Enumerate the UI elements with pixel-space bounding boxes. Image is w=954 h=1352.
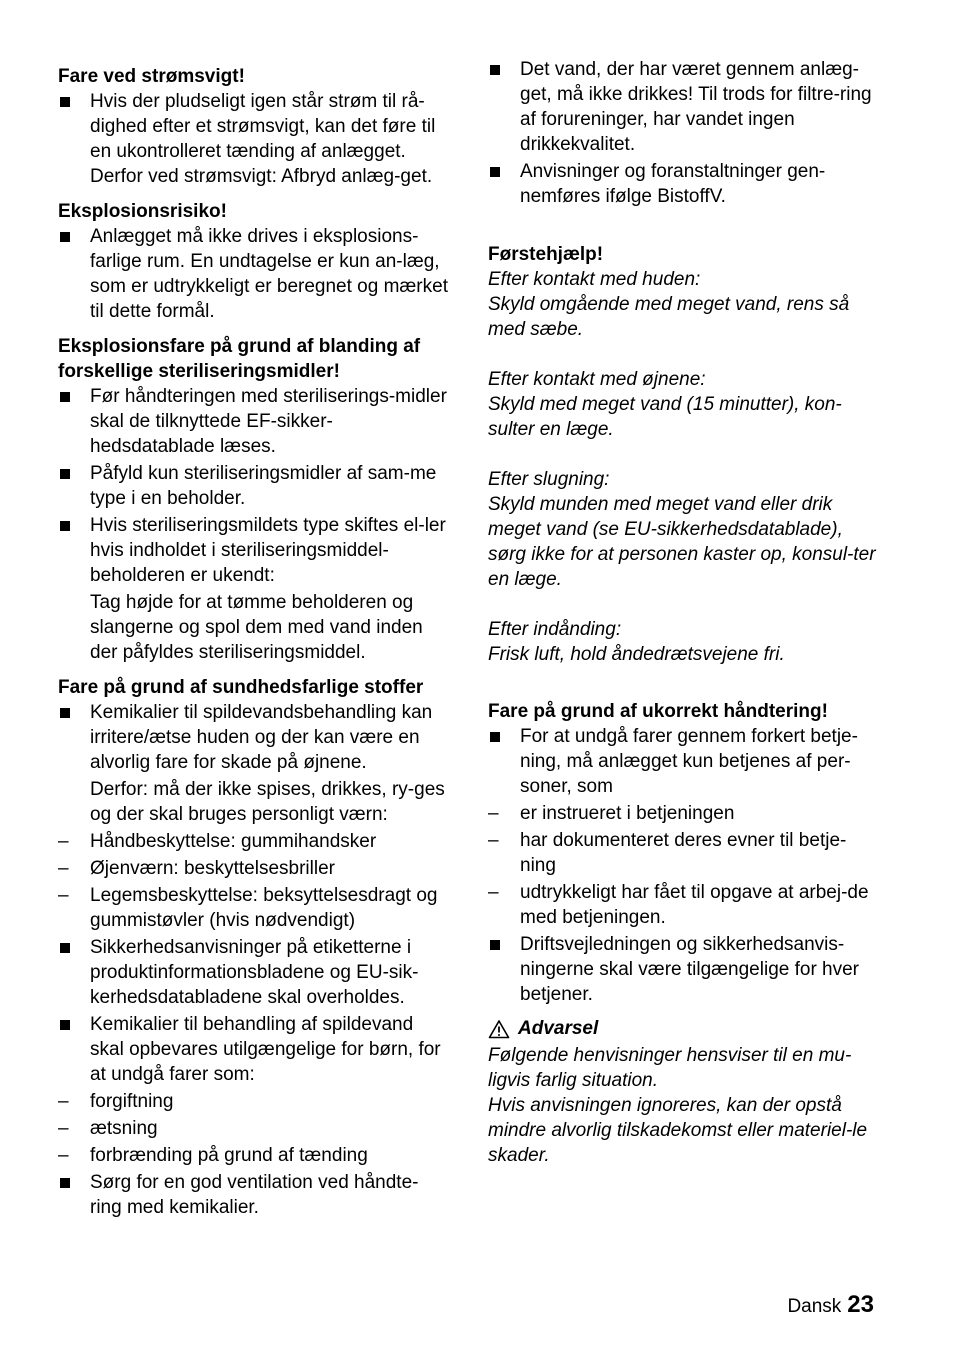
page-footer (787, 1290, 874, 1322)
bullet-item (488, 932, 880, 1007)
dash-text: har dokumenteret deres evner til betje-ning (520, 830, 847, 876)
bullet-item (58, 461, 450, 511)
bullet-text: Kemikalier til behandling af spildevand skal opbevares utilgængelige for børn, for at undgå farer som: (90, 1014, 441, 1085)
warning-text: Hvis anvisningen ignoreres, kan der opstå mindre alvorlig tilskadekomst eller materiel-le skader. (488, 1095, 868, 1166)
bullet-item (488, 57, 880, 157)
first-aid-eyes-text: Skyld med meget vand (15 minutter), kon-sulter en læge. (488, 394, 842, 440)
bullet-text: Det vand, der har været gennem anlæg-get, må ikke drikkes! Til trods for filtre-ring af forureninger, har vandet ingen drikkekvalitet. (520, 59, 872, 155)
warning-text: Følgende henvisninger hensviser til en mu-ligvis farlig situation. (488, 1045, 852, 1091)
heading-incorrect-handling: Fare på grund af ukorrekt håndtering! (488, 701, 828, 722)
dash-text: ætsning (90, 1118, 158, 1139)
bullet-text: Kemikalier til spildevandsbehandling kan irritere/ætse huden og der kan være en alvorlig fare for skade på øjnene. (90, 702, 433, 773)
bullet-text: Sørg for en god ventilation ved håndte-ring med kemikalier. (90, 1172, 419, 1218)
warning-triangle-icon (488, 1019, 510, 1039)
first-aid-swallow-text: Skyld munden med meget vand eller drik meget vand (se EU-sikkerhedsdatablade), sørg ikke for at personen kaster op, konsul-ter en læge. (488, 494, 876, 590)
dash-text: udtrykkeligt har fået til opgave at arbej-de med betjeningen. (520, 882, 869, 928)
dash-item (58, 883, 450, 933)
first-aid-inhale-text: Frisk luft, hold åndedrætsvejene fri. (488, 644, 785, 665)
bullet-item (488, 724, 880, 799)
footer-language: Dansk (787, 1296, 842, 1317)
dash-text: er instrueret i betjeningen (520, 803, 735, 824)
heading-power-failure: Fare ved strømsvigt! (58, 66, 245, 87)
first-aid-eyes-title: Efter kontakt med øjnene: (488, 369, 706, 390)
bullet-text: Hvis steriliseringsmildets type skiftes el-ler hvis indholdet i steriliseringsmiddel-beholderen er ukendt: (90, 515, 446, 586)
heading-hazardous-substances: Fare på grund af sundhedsfarlige stoffer (58, 677, 424, 698)
first-aid-swallow-title: Efter slugning: (488, 469, 610, 490)
bullet-text: For at undgå farer gennem forkert betje-ning, må anlægget kun betjenes af per-soner, som (520, 726, 858, 797)
bullet-continuation: Derfor: må der ikke spises, drikkes, ry-ges og der skal bruges personligt værn: (90, 779, 445, 825)
dash-item (58, 856, 450, 881)
dash-item (488, 828, 880, 878)
bullet-text: Anlægget må ikke drives i eksplosions-farlige rum. En undtagelse er kun an-læg, som er udtrykkeligt er beregnet og mærket til dette formål. (90, 226, 448, 322)
dash-item (58, 1089, 450, 1114)
first-aid-skin-text: Skyld omgående med meget vand, rens så med sæbe. (488, 294, 850, 340)
warning-label: Advarsel (518, 1018, 599, 1039)
bullet-text: Påfyld kun steriliseringsmidler af sam-me type i en beholder. (90, 463, 437, 509)
bullet-item (58, 224, 450, 324)
right-column (488, 57, 880, 1168)
bullet-item (58, 700, 450, 775)
bullet-item (58, 384, 450, 459)
dash-item (58, 829, 450, 854)
heading-first-aid: Førstehjælp! (488, 244, 604, 265)
bullet-text: Anvisninger og foranstaltninger gen-nemføres ifølge BistoffV. (520, 161, 826, 207)
first-aid-inhale-title: Efter indånding: (488, 619, 622, 640)
bullet-item (488, 159, 880, 209)
bullet-text: Driftsvejledningen og sikkerhedsanvis-ningerne skal være tilgængelige for hver betjener. (520, 934, 860, 1005)
dash-item (488, 880, 880, 930)
first-aid-skin-title: Efter kontakt med huden: (488, 269, 701, 290)
bullet-item (58, 1170, 450, 1220)
dash-text: forbrænding på grund af tænding (90, 1145, 368, 1166)
bullet-item (58, 513, 450, 588)
bullet-text: Før håndteringen med steriliserings-midler skal de tilknyttede EF-sikker-hedsdatablade læses. (90, 386, 447, 457)
page-number: 23 (847, 1291, 874, 1318)
heading-explosion-risk: Eksplosionsrisiko! (58, 201, 227, 222)
bullet-item (58, 935, 450, 1010)
dash-text: Øjenværn: beskyttelsesbriller (90, 858, 335, 879)
heading-sterilizer-mixing: Eksplosionsfare på grund af blanding af forskellige steriliseringsmidler! (58, 336, 421, 382)
bullet-item (58, 89, 450, 189)
left-column (58, 64, 450, 1220)
dash-text: forgiftning (90, 1091, 174, 1112)
bullet-text: Hvis der pludseligt igen står strøm til rå-dighed efter et strømsvigt, kan det føre til en ukontrolleret tænding af anlægget. Derfor ved strømsvigt: Afbryd anlæg-get. (90, 91, 436, 187)
bullet-continuation: Tag højde for at tømme beholderen og slangerne og spol dem med vand inden der påfyldes steriliseringsmiddel. (90, 592, 423, 663)
dash-text: Håndbeskyttelse: gummihandsker (90, 831, 377, 852)
warning-header (488, 1016, 880, 1041)
dash-item (488, 801, 880, 826)
dash-item (58, 1116, 450, 1141)
dash-text: Legemsbeskyttelse: beksyttelsesdragt og gummistøvler (hvis nødvendigt) (90, 885, 438, 931)
bullet-item (58, 1012, 450, 1087)
dash-item (58, 1143, 450, 1168)
bullet-text: Sikkerhedsanvisninger på etiketterne i produktinformationsbladene og EU-sik-kerhedsdatabladene skal overholdes. (90, 937, 419, 1008)
